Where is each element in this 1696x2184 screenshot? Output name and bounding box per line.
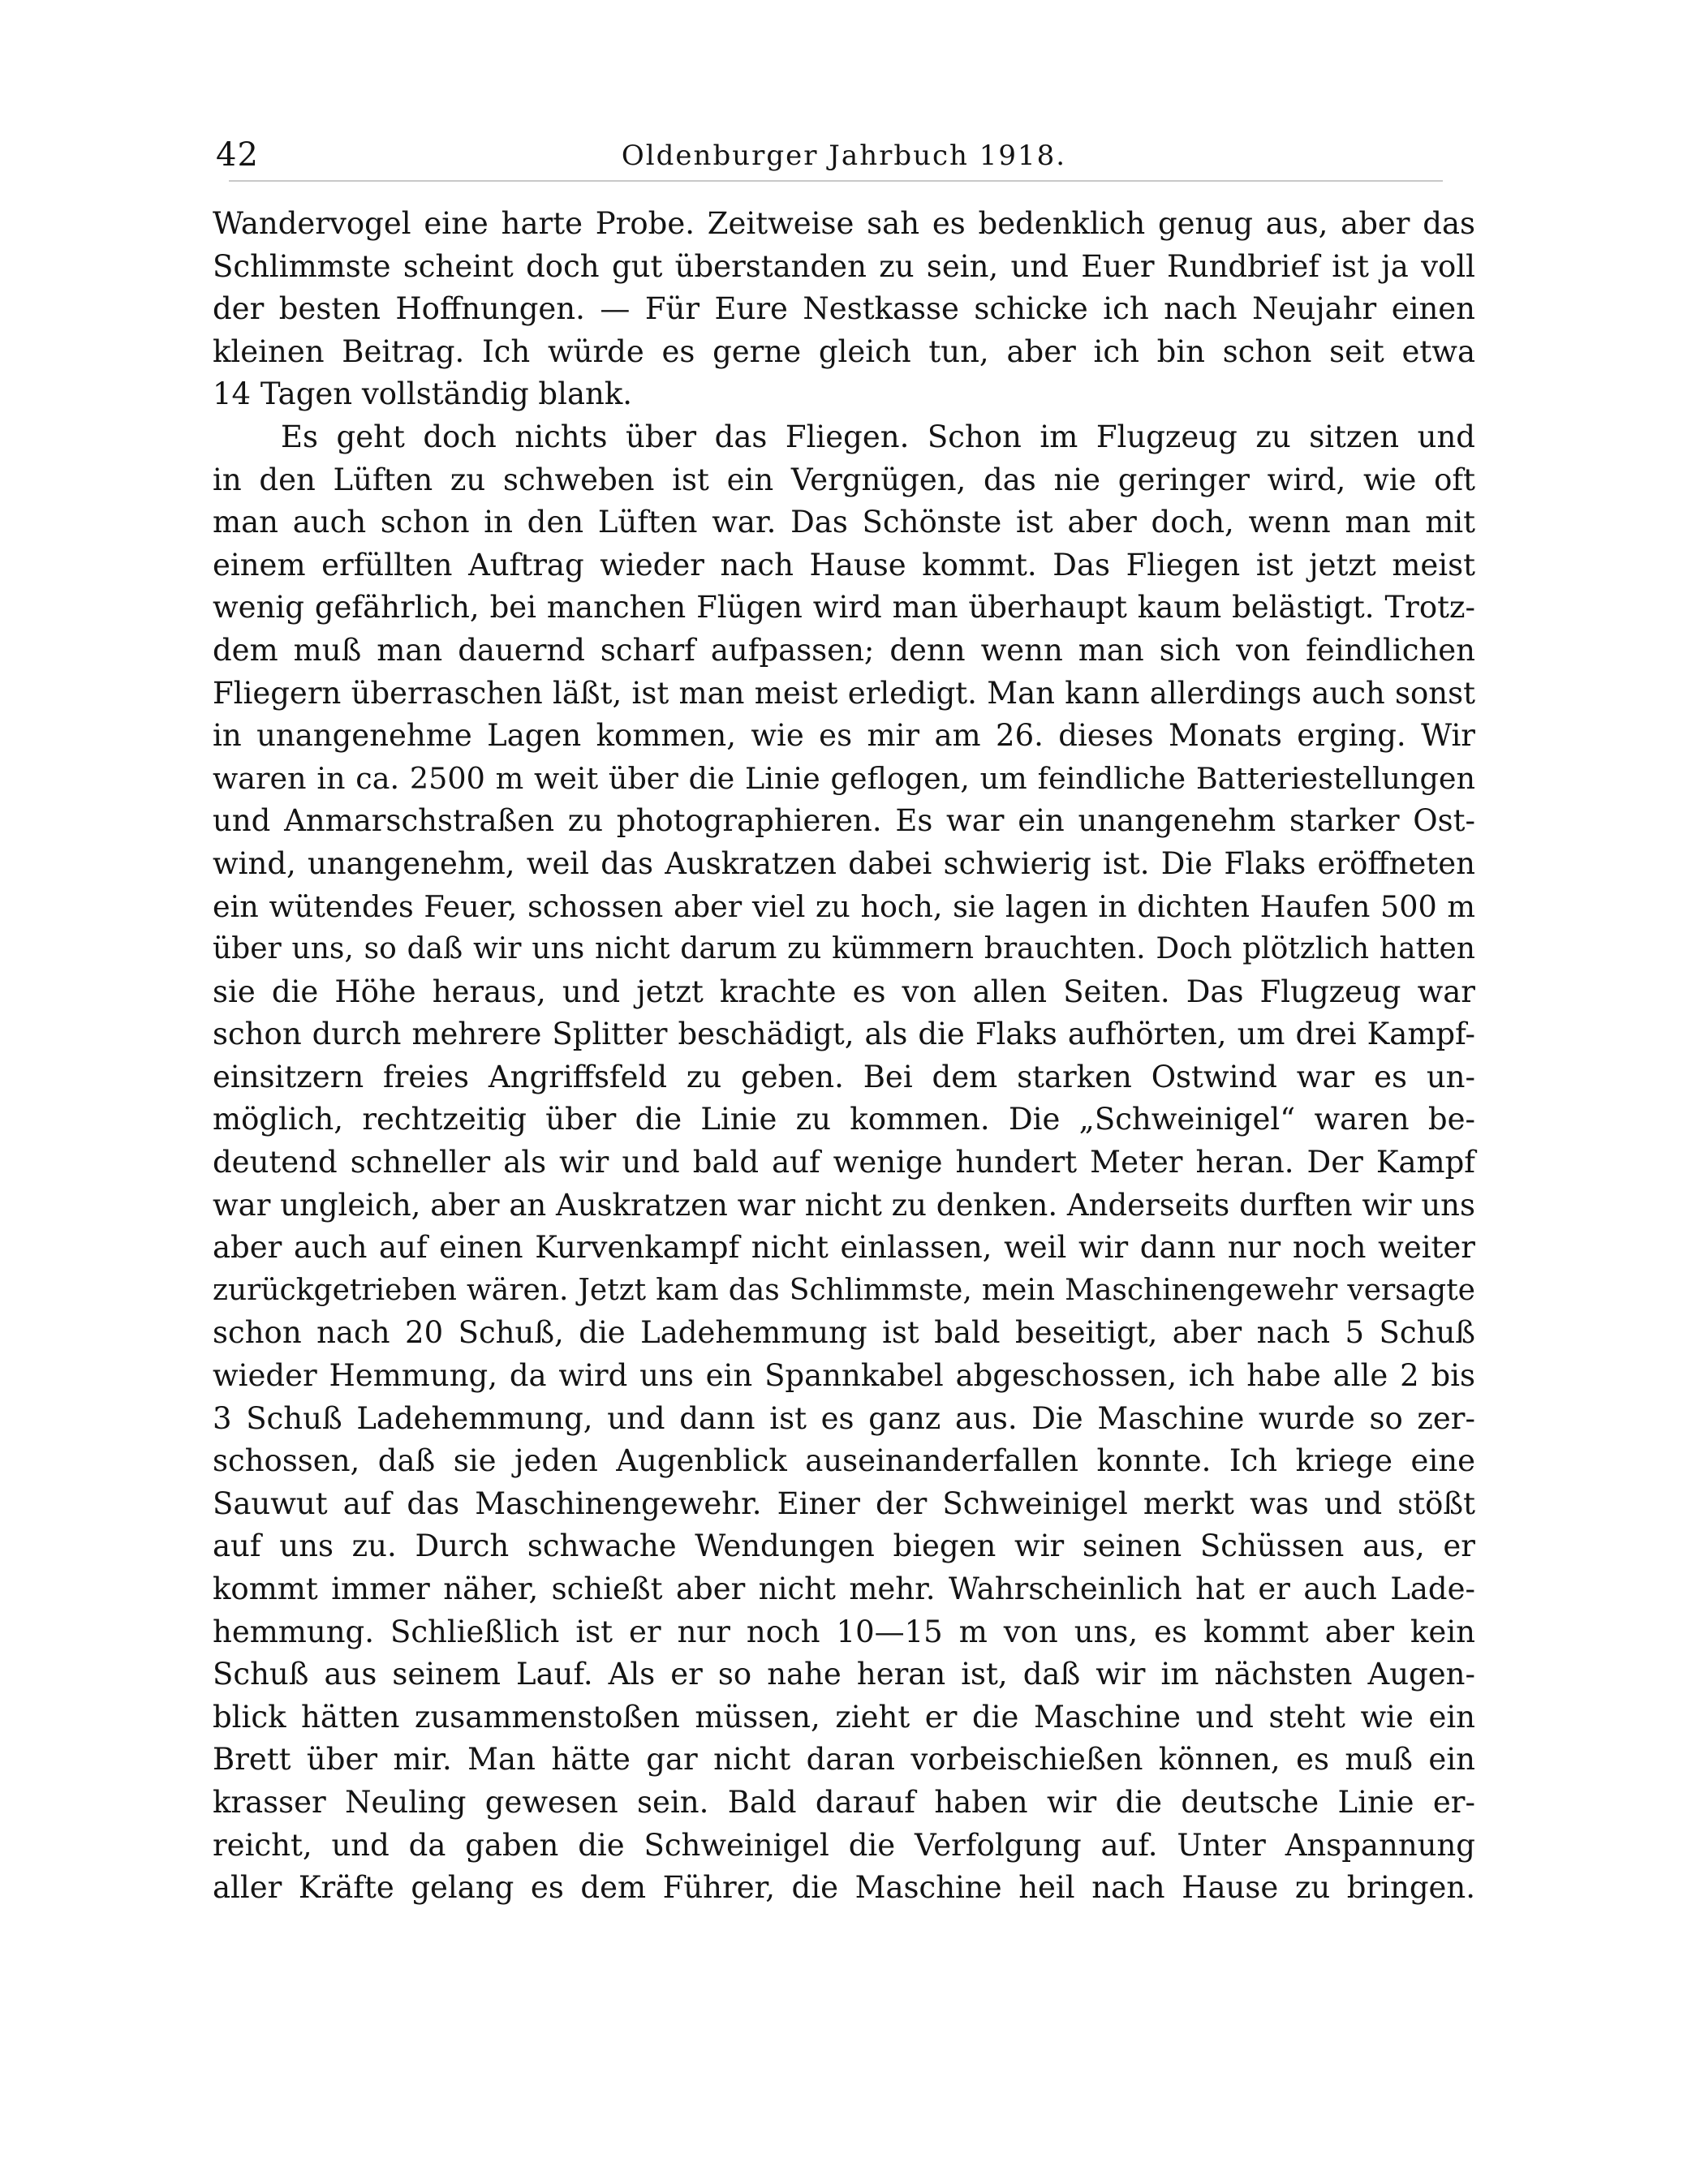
page-header (213, 130, 1475, 182)
page-number: 42 (216, 136, 259, 174)
text-line: wind, unangenehm, weil das Auskratzen dabei schwierig ist. Die Flaks eröffneten (213, 845, 1475, 881)
text-line: wieder Hemmung, da wird uns ein Spannkabel abgeschossen, ich habe alle 2 bis (213, 1358, 1475, 1394)
text-line: 3 Schuß Ladehemmung, und dann ist es ganz aus. Die Maschine wurde so zer- (213, 1400, 1475, 1436)
text-line: Wandervogel eine harte Probe. Zeitweise sah es bedenklich genug aus, aber das (213, 206, 1475, 241)
running-title: Oldenburger Jahrbuch 1918. (621, 140, 1067, 172)
text-line: und Anmarschstraßen zu photographieren. Es war ein unangenehm starker Ost- (213, 803, 1475, 839)
text-line: hemmung. Schließlich ist er nur noch 10—15 m von uns, es kommt aber kein (213, 1614, 1475, 1649)
text-line: krasser Neuling gewesen sein. Bald darauf haben wir die deutsche Linie er- (213, 1784, 1475, 1820)
text-line: einsitzern freies Angriffsfeld zu geben. Bei dem starken Ostwind war es un- (213, 1059, 1475, 1094)
text-line: aber auch auf einen Kurvenkampf nicht einlassen, weil wir dann nur noch weiter (213, 1230, 1475, 1266)
text-line: waren in ca. 2500 m weit über die Linie geflogen, um feindliche Batteriestellungen (213, 760, 1475, 796)
book-page (213, 130, 1475, 1910)
text-line: ein wütendes Feuer, schossen aber viel zu hoch, sie lagen in dichten Haufen 500 m (213, 888, 1475, 924)
text-line: einem erfüllten Auftrag wieder nach Hause kommt. Das Fliegen ist jetzt meist (213, 547, 1475, 583)
paragraph-1 (213, 203, 1475, 416)
text-line: Schlimmste scheint doch gut überstanden zu sein, und Euer Rundbrief ist ja voll (213, 248, 1475, 284)
text-line: schon durch mehrere Splitter beschädigt, als die Flaks aufhörten, um drei Kampf- (213, 1017, 1475, 1052)
text-line: schossen, daß sie jeden Augenblick auseinanderfallen konnte. Ich kriege eine (213, 1443, 1475, 1479)
text-line: Es geht doch nichts über das Fliegen. Schon im Flugzeug zu sitzen und (281, 419, 1475, 454)
header-rule (229, 180, 1443, 182)
text-line: 14 Tagen vollständig blank. (213, 376, 633, 412)
text-line: man auch schon in den Lüften war. Das Schönste ist aber doch, wenn man mit (213, 505, 1475, 540)
body-text (213, 203, 1475, 1910)
text-line: Fliegern überraschen läßt, ist man meist erledigt. Man kann allerdings auch sonst (213, 675, 1475, 711)
text-line: blick hätten zusammenstoßen müssen, zieht er die Maschine und steht wie ein (213, 1699, 1475, 1735)
paragraph-2 (213, 416, 1475, 1910)
text-line: kleinen Beitrag. Ich würde es gerne gleich tun, aber ich bin schon seit etwa (213, 333, 1475, 369)
text-line: in unangenehme Lagen kommen, wie es mir am 26. dieses Monats erging. Wir (213, 718, 1475, 754)
text-line: Schuß aus seinem Lauf. Als er so nahe heran ist, daß wir im nächsten Augen- (213, 1657, 1475, 1692)
text-line: kommt immer näher, schießt aber nicht mehr. Wahrscheinlich hat er auch Lade- (213, 1571, 1475, 1606)
text-line: zurückgetrieben wären. Jetzt kam das Schlimmste, mein Maschinengewehr versagte (213, 1273, 1475, 1307)
text-line: reicht, und da gaben die Schweinigel die Verfolgung auf. Unter Anspannung (213, 1827, 1475, 1863)
text-line: aller Kräfte gelang es dem Führer, die Maschine heil nach Hause zu bringen. (213, 1870, 1475, 1906)
text-line: dem muß man dauernd scharf aufpassen; denn wenn man sich von feindlichen (213, 632, 1475, 668)
text-line: sie die Höhe heraus, und jetzt krachte es von allen Seiten. Das Flugzeug war (213, 974, 1475, 1009)
text-line: der besten Hoffnungen. — Für Eure Nestkasse schicke ich nach Neujahr einen (213, 291, 1475, 327)
text-line: deutend schneller als wir und bald auf wenige hundert Meter heran. Der Kampf (213, 1145, 1475, 1180)
text-line: schon nach 20 Schuß, die Ladehemmung ist bald beseitigt, aber nach 5 Schuß (213, 1315, 1475, 1351)
text-line: Brett über mir. Man hätte gar nicht daran vorbeischießen können, es muß ein (213, 1742, 1475, 1778)
text-line: über uns, so daß wir uns nicht darum zu kümmern brauchten. Doch plötzlich hatten (213, 932, 1475, 966)
text-line: auf uns zu. Durch schwache Wendungen biegen wir seinen Schüssen aus, er (213, 1528, 1475, 1564)
text-line: Sauwut auf das Maschinengewehr. Einer der Schweinigel merkt was und stößt (213, 1485, 1475, 1521)
text-line: in den Lüften zu schweben ist ein Vergnügen, das nie geringer wird, wie oft (213, 462, 1475, 497)
text-line: war ungleich, aber an Auskratzen war nicht zu denken. Anderseits durften wir uns (213, 1187, 1475, 1223)
text-line: wenig gefährlich, bei manchen Flügen wird man überhaupt kaum belästigt. Trotz- (213, 590, 1475, 626)
text-line: möglich, rechtzeitig über die Linie zu kommen. Die „Schweinigel“ waren be- (213, 1102, 1475, 1137)
